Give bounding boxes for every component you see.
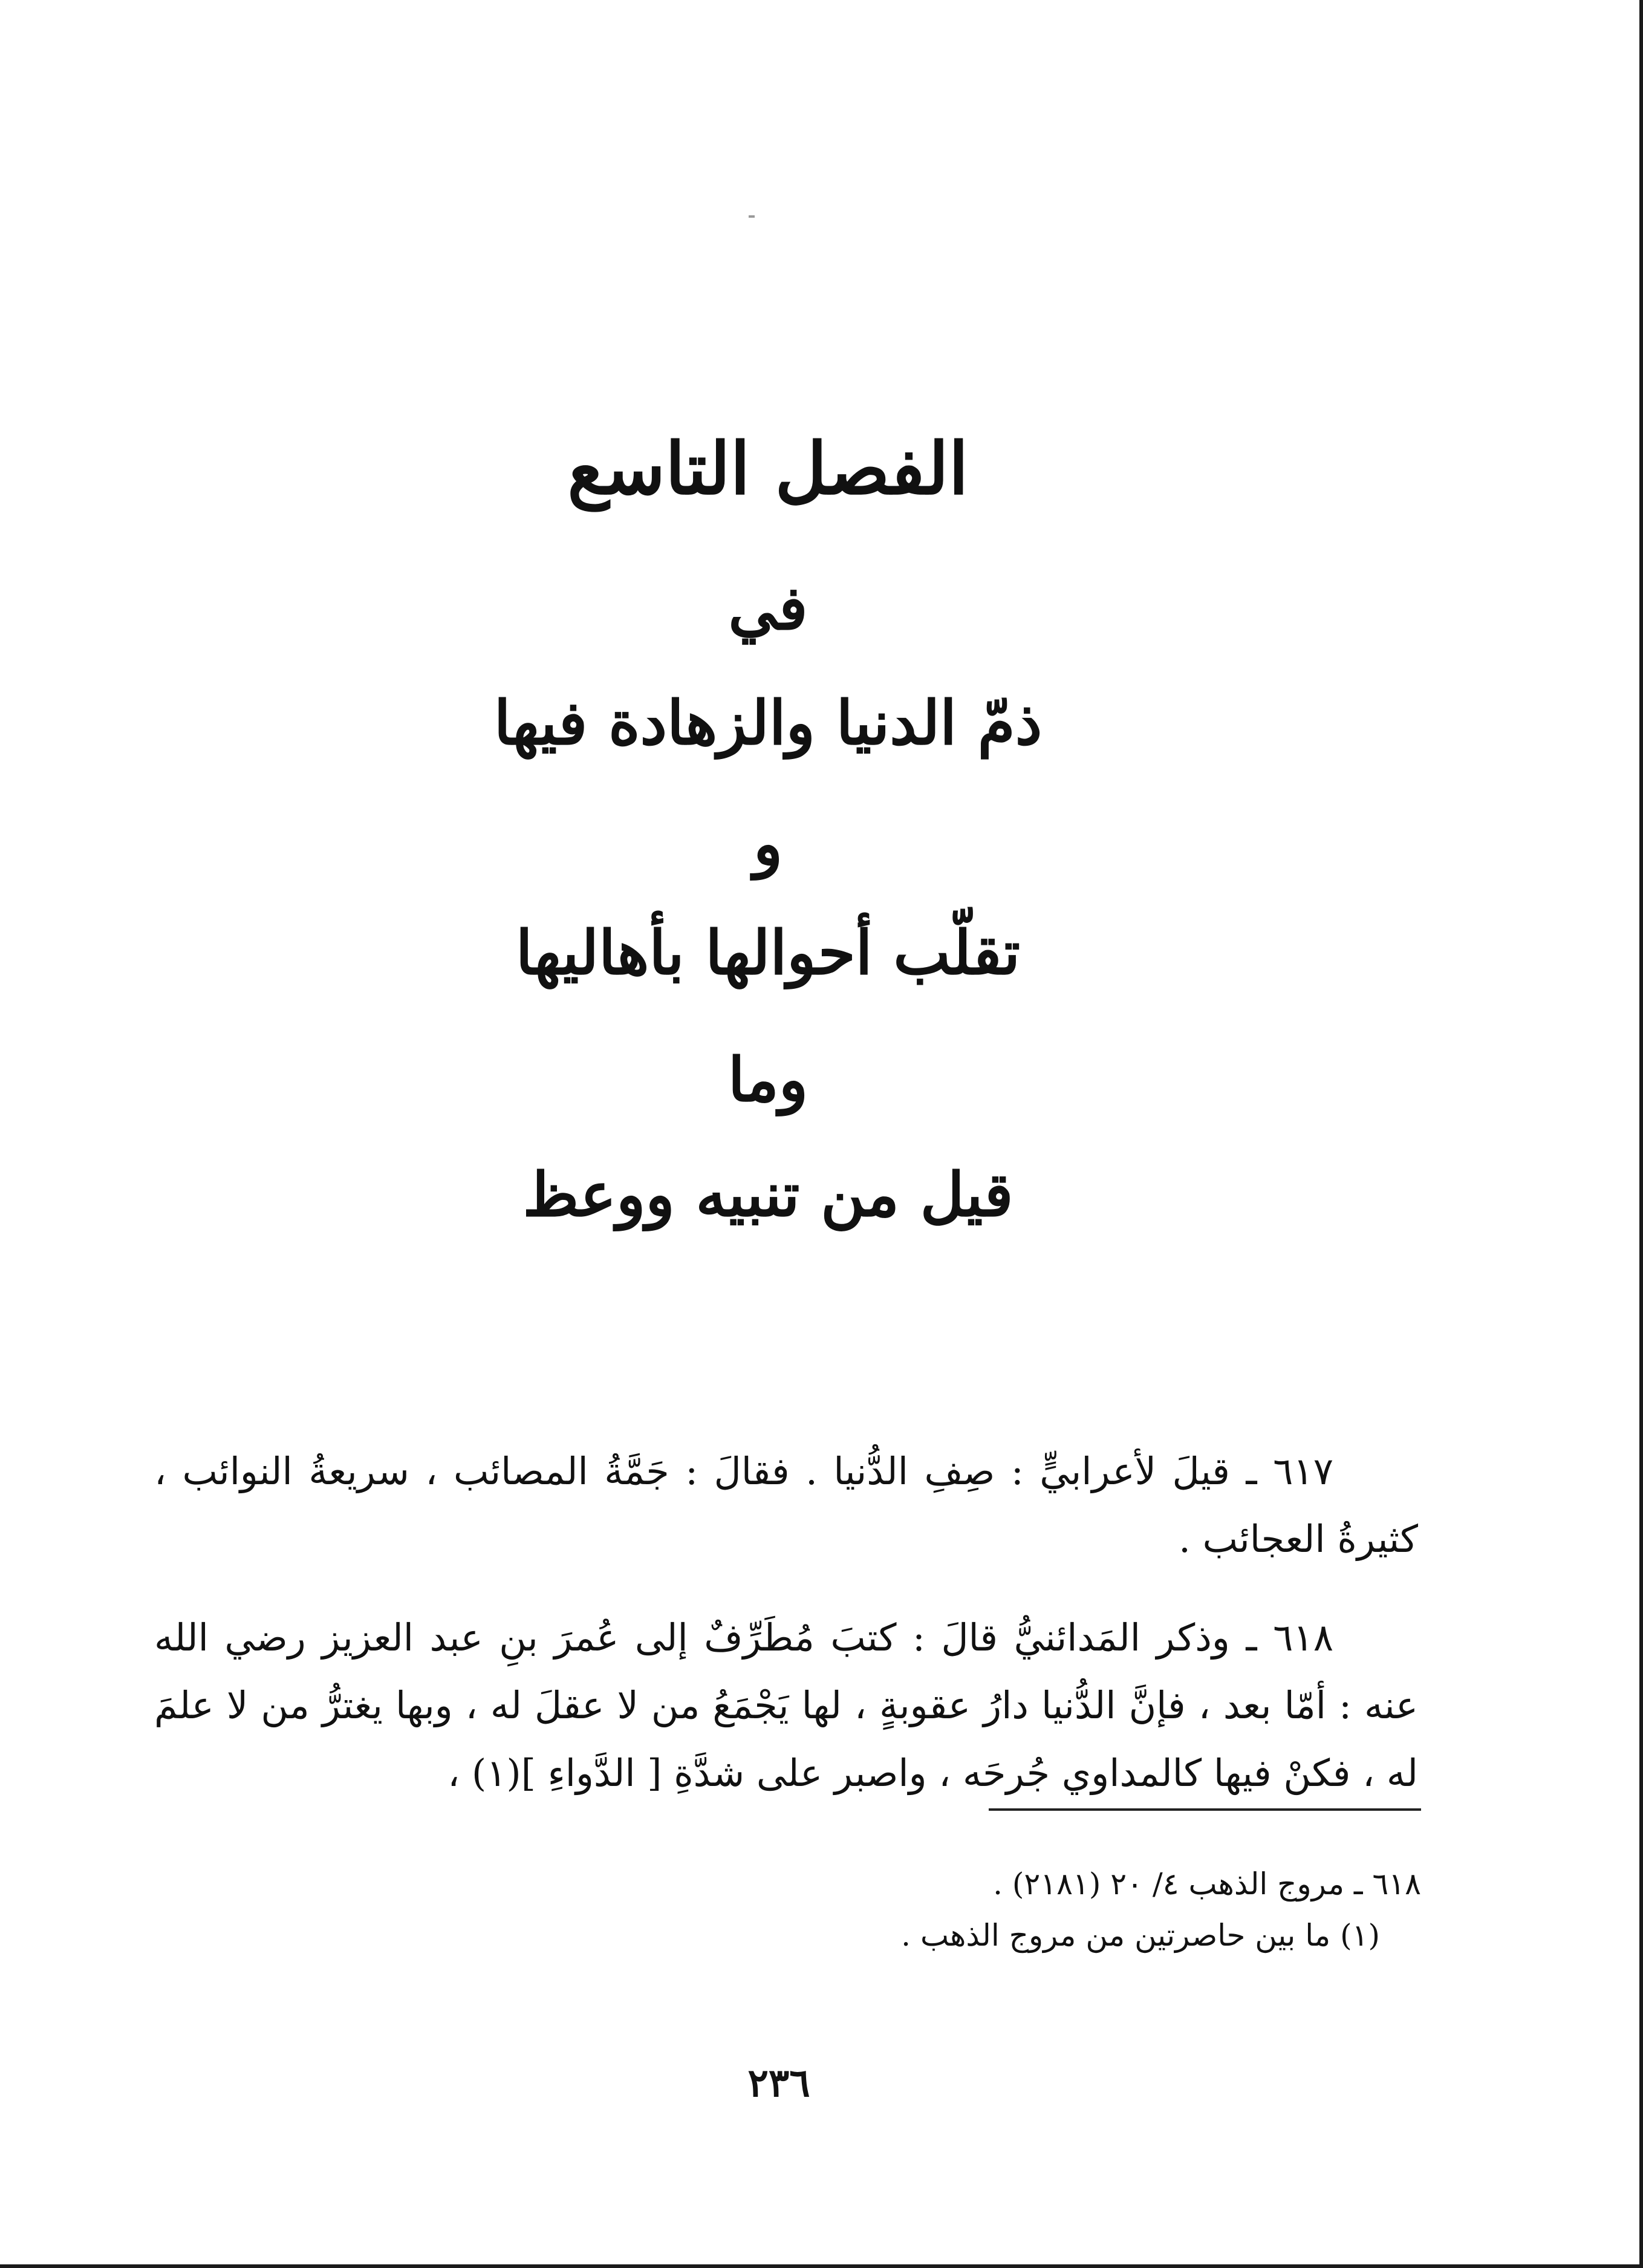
paragraph-617: ٦١٧ ـ قيلَ لأعرابيٍّ : صِفِ الدُّنيا . فقالَ : جَمَّةُ المصائب ، سريعةُ النوائب ، كثيرةُ العجائب . [154, 1449, 1418, 1561]
footnote-1: (١) ما بين حاصرتين من مروج الذهب . [901, 1918, 1380, 1953]
chapter-subtitle-dham: ذمّ الدنيا والزهادة فيها [493, 687, 1043, 758]
chapter-subtitle-fi: في [728, 572, 808, 644]
footnote-divider [989, 1808, 1421, 1811]
scan-edge-bottom [0, 2264, 1643, 2268]
chapter-subtitle-wa: و [753, 808, 783, 879]
chapter-subtitle-qila: قيل من تنبيه ووعظ [522, 1159, 1013, 1230]
paragraph-618: ٦١٨ ـ وذكر المَدائنيُّ قالَ : كتبَ مُطَرِّفٌ إلى عُمرَ بنِ عبد العزيز رضي الله عنه : أمّا بعد ، فإنَّ الدُّنيا دارُ عقوبةٍ ، لها يَجْمَعُ من لا عقلَ له ، وبها يغترُّ من لا علمَ له ، فكنْ فيها كالمداوي جُرحَه ، واصبر على شدَّةِ [ الدَّواءِ ](١) ، [154, 1615, 1418, 1795]
scan-speck [749, 215, 755, 218]
scan-edge-right [1639, 0, 1643, 2268]
chapter-subtitle-taqallub: تقلّب أحوالها بأهاليها [515, 917, 1021, 988]
footnote-source: ٦١٨ ـ مروج الذهب ٤/ ٢٠ (٢١٨١) . [993, 1866, 1421, 1901]
chapter-subtitle-wama: وما [727, 1044, 808, 1115]
page-number: ٢٣٦ [747, 2061, 810, 2106]
chapter-title: الفصل التاسع [567, 426, 969, 510]
